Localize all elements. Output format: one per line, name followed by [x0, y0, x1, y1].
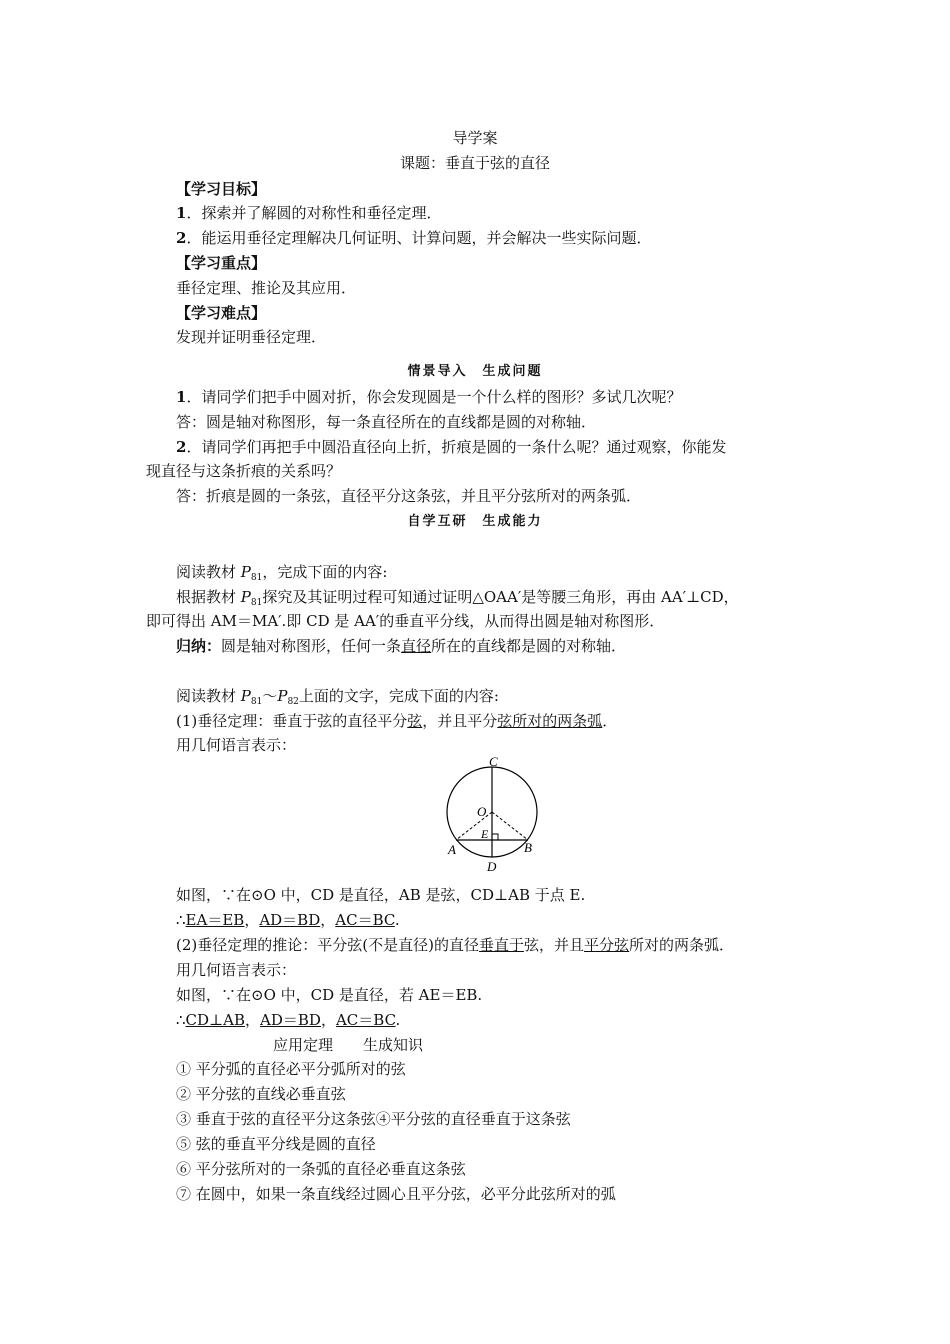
section-title-apply: 应用定理 生成知识: [273, 1036, 424, 1054]
question-text: ．请同学们把手中圆对折，你会发现圆是一个什么样的图形？多试几次呢？: [186, 388, 682, 406]
circle-figure: [436, 754, 556, 878]
fill-blank: AC＝BC: [335, 1011, 396, 1029]
text: 阅读教材: [176, 687, 241, 705]
text: ．: [602, 712, 618, 730]
fill-blank: 垂直于: [478, 936, 524, 954]
statement-item: ⑦ 在圆中，如果一条直线经过圆心且平分弦，必平分此弦所对的弧: [176, 1185, 616, 1203]
answer-2: 答：折痕是圆的一条弦，直径平分这条弦，并且平分弦所对的两条弧．: [176, 487, 642, 505]
text: ，: [320, 1011, 336, 1029]
fill-blank: CD⊥AB: [185, 1011, 246, 1029]
fill-blank: AD＝BD: [259, 911, 321, 929]
statement-item: ② 平分弦的直线必垂直弦: [176, 1085, 346, 1103]
proof-paragraph: [176, 587, 739, 613]
fill-blank: EA＝EB: [185, 911, 245, 929]
text: ，并且平分: [422, 712, 498, 730]
text: ，完成下面的内容:: [262, 563, 388, 581]
page-symbol: P: [240, 588, 251, 606]
label-d: D: [487, 859, 497, 874]
text: .: [395, 1011, 401, 1029]
goal-item-1: [176, 203, 441, 223]
text: 上面的文字，完成下面的内容:: [298, 687, 499, 705]
question-text: ．请同学们再把手中圆沿直径向上折，折痕是圆的一条什么呢？通过观察，你能发: [186, 438, 727, 456]
difficulties-heading: 【学习难点】: [176, 304, 267, 322]
answer-1: 答：圆是轴对称图形，每一条直径所在的直线都是圆的对称轴．: [176, 413, 597, 431]
label-b: B: [524, 840, 532, 855]
lesson-title: 课题：垂直于弦的直径: [399, 154, 550, 172]
page-number: 82: [287, 697, 299, 707]
right-angle-mark: [492, 834, 498, 840]
text: 根据教材: [176, 588, 241, 606]
therefore-symbol: ∴: [176, 911, 186, 929]
proof-paragraph-continued: 即可得出 AM＝MA′.即 CD 是 AA′的垂直平分线，从而得出圆是轴对称图形．: [146, 612, 665, 630]
fill-blank: AD＝BD: [260, 1011, 321, 1029]
section-title-self-study: 自学互研 生成能力: [407, 514, 543, 529]
induction-label: 归纳：: [176, 637, 222, 655]
statement-item: ⑥ 平分弦所对的一条弧的直径必垂直这条弦: [176, 1160, 466, 1178]
fill-blank: 直径: [401, 637, 432, 655]
fill-blank: 弦: [407, 712, 423, 730]
geometry-language-label-2: 用几何语言表示：: [176, 961, 297, 979]
fill-blank: 平分弦: [584, 936, 630, 954]
key-points-text: 垂径定理、推论及其应用．: [176, 279, 357, 297]
fill-blank: AC＝BC: [335, 911, 395, 929]
conclusion-1: [176, 910, 400, 930]
text: ，: [245, 1011, 261, 1029]
statement-item: ⑤ 弦的垂直平分线是圆的直径: [176, 1135, 376, 1153]
question-2: [176, 437, 726, 457]
question-1: [176, 387, 681, 407]
fill-blank: 弦所对的两条弧: [497, 712, 603, 730]
statement-item: ① 平分弧的直径必平分弧所对的弦: [176, 1060, 406, 1078]
label-c: C: [489, 754, 498, 769]
text: 探究及其证明过程可知通过证明△OAA′是等腰三角形，再由 AA′⊥CD，: [262, 588, 739, 606]
goals-heading: 【学习目标】: [176, 180, 267, 198]
goal-item-2: [176, 228, 651, 248]
page-symbol: P: [277, 687, 288, 705]
text: ，: [320, 911, 336, 929]
text: 所在的直线都是圆的对称轴．: [431, 637, 627, 655]
geometry-language-label: 用几何语言表示：: [176, 736, 297, 754]
key-points-heading: 【学习重点】: [176, 254, 267, 272]
page-number: 81: [250, 573, 263, 583]
corollary: [176, 935, 734, 955]
text: 阅读教材: [176, 563, 241, 581]
given-statement-2: 如图，∵在⊙O 中，CD 是直径，若 AE＝EB.: [176, 986, 483, 1004]
read-instruction-2: [176, 686, 499, 712]
label-e: E: [481, 827, 489, 841]
question-number: 2: [176, 438, 187, 456]
question-2-continued: 现直径与这条折痕的关系吗？: [146, 462, 342, 480]
doc-title: 导学案: [452, 129, 498, 147]
text: .: [394, 911, 400, 929]
radius-ob: [492, 812, 528, 840]
text: 所对的两条弧．: [629, 936, 735, 954]
statement-item: ③ 垂直于弦的直径平分这条弦④平分弦的直径垂直于这条弦: [176, 1110, 571, 1128]
section-title-intro: 情景导入 生成问题: [407, 364, 543, 379]
question-number: 1: [176, 388, 187, 406]
conclusion-2: [176, 1010, 400, 1030]
text: (2)垂径定理的推论：平分弦(不是直径)的直径: [176, 936, 479, 954]
goal-text: ．探索并了解圆的对称性和垂径定理．: [186, 204, 442, 222]
read-instruction-1: [176, 562, 387, 588]
text: ～: [262, 687, 278, 705]
given-statement-1: 如图，∵在⊙O 中，CD 是直径，AB 是弦，CD⊥AB 于点 E.: [176, 886, 586, 904]
goal-number: 2: [176, 229, 187, 247]
page-symbol: P: [240, 687, 251, 705]
text: 弦，并且: [523, 936, 584, 954]
label-a: A: [448, 842, 456, 857]
therefore-symbol: ∴: [176, 1011, 186, 1029]
goal-number: 1: [176, 204, 187, 222]
page-number: 81: [250, 598, 263, 608]
text: ，: [244, 911, 260, 929]
page-number: 81: [250, 697, 263, 707]
text: (1)垂径定理：垂直于弦的直径平分: [176, 712, 408, 730]
difficulties-text: 发现并证明垂径定理．: [176, 328, 327, 346]
text: 圆是轴对称图形，任何一条: [221, 637, 402, 655]
label-o: O: [477, 804, 487, 819]
theorem: [176, 711, 617, 731]
goal-text: ．能运用垂径定理解决几何证明、计算问题，并会解决一些实际问题．: [186, 229, 652, 247]
page-symbol: P: [240, 563, 251, 581]
induction: [176, 636, 626, 656]
